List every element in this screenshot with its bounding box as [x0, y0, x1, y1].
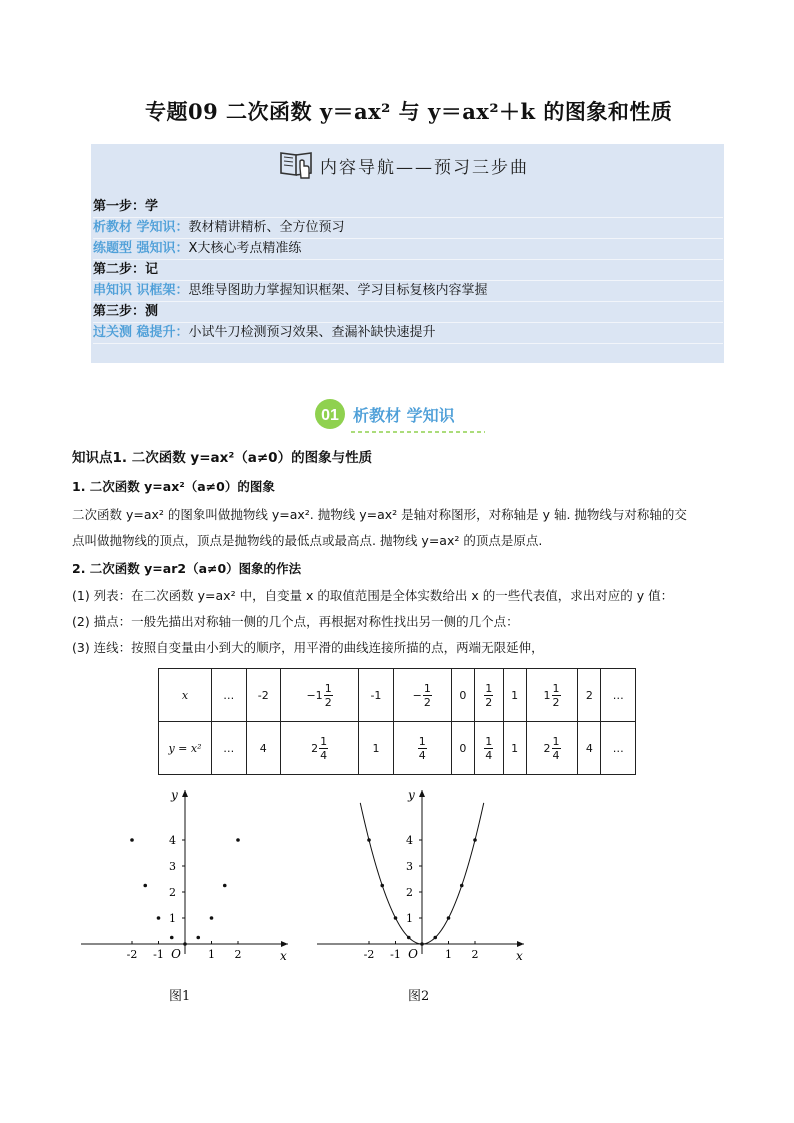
table-cell: … [212, 669, 247, 722]
y-axis-arrow [419, 790, 425, 797]
y-axis-label: y [171, 788, 178, 802]
table-cell: 1 [359, 722, 393, 775]
section-number: 01 [321, 407, 339, 424]
y-tick-label: 4 [169, 834, 176, 847]
x-tick-label: 1 [445, 948, 452, 961]
method-step-list: (1) 列表：在二次函数 y=ax² 中，自变量 x 的取值范围是全体实数给出 x 的一些代表值，求出对应的 y 值： [72, 588, 674, 603]
method-step-connect: (3) 连线：按照自变量由小到大的顺序，用平滑的曲线连接所描的点，两端无限延伸， [72, 640, 544, 655]
table-cell: 2 [578, 669, 601, 722]
y-axis-label: y [408, 788, 415, 802]
section-title: 析教材 学知识 [353, 406, 455, 425]
origin-label: O [408, 947, 418, 961]
data-point [130, 838, 134, 842]
table-row-y [159, 722, 636, 775]
navigation-title: 内容导航——预习三步曲 [320, 157, 529, 178]
nav-row-step2: 第二步：记 [93, 260, 723, 281]
x-tick-label: 2 [234, 948, 242, 961]
nav-row-step3: 第三步：测 [93, 302, 723, 323]
table-cell: 4 [578, 722, 601, 775]
x-tick-label: -2 [363, 948, 375, 961]
data-point [380, 884, 384, 888]
x-axis-arrow [281, 941, 288, 947]
nav-row-label: 串知识 识框架： [93, 283, 189, 298]
nav-row-text: 教材精讲精析、全方位预习 [188, 220, 345, 235]
table-cell: 2 $\frac{1}{4}$ [526, 722, 578, 775]
table-cell: 1 [503, 669, 526, 722]
subheading-method: 2. 二次函数 y=ar2（a≠0）图象的作法 [72, 561, 302, 576]
y-tick-label: 3 [406, 860, 413, 873]
data-point [223, 884, 227, 888]
nav-row-learn [93, 218, 723, 239]
data-point [447, 916, 451, 920]
data-point [210, 916, 214, 920]
data-point [236, 838, 240, 842]
x-tick-label: -1 [390, 948, 401, 961]
x-tick-label: -1 [153, 948, 164, 961]
data-point [157, 916, 161, 920]
table-cell: −1 $\frac{1}{2}$ [280, 669, 358, 722]
data-point [460, 884, 464, 888]
nav-row-text: 小试牛刀检测预习效果、查漏补缺快速提升 [188, 325, 436, 340]
table-cell: 1 $\frac{1}{2}$ [526, 669, 578, 722]
nav-row-test [93, 323, 723, 344]
data-point [196, 936, 200, 940]
page-title: 专题09 二次函数 y＝ax² 与 y＝ax²＋k 的图象和性质 [145, 99, 673, 124]
figure-1-scatter-chart [76, 782, 296, 962]
data-point [473, 838, 477, 842]
y-axis-arrow [182, 790, 188, 797]
nav-row-step1: 第一步：学 [93, 197, 723, 218]
data-point [394, 916, 398, 920]
table-cell: − $\frac{1}{2}$ [393, 669, 451, 722]
nav-row-label: 练题型 强知识： [93, 241, 189, 256]
nav-row-label: 过关测 稳提升： [93, 325, 189, 340]
nav-row-practice [93, 239, 723, 260]
origin-label: O [171, 947, 181, 961]
table-cell: 0 [451, 722, 474, 775]
nav-row-text: 思维导图助力掌握知识框架、学习目标复核内容掌握 [188, 283, 488, 298]
y-tick-label: 4 [406, 834, 413, 847]
navigation-header [278, 148, 538, 182]
table-cell: … [601, 669, 636, 722]
x-axis-arrow [517, 941, 524, 947]
table-cell: $\frac{1}{4}$ [393, 722, 451, 775]
table-cell: 2 $\frac{1}{4}$ [280, 722, 358, 775]
x-axis-label: x [516, 949, 523, 962]
table-cell: 0 [451, 669, 474, 722]
data-point [170, 936, 174, 940]
table-cell: 1 [503, 722, 526, 775]
x-tick-label: 1 [208, 948, 215, 961]
subheading-graph: 1. 二次函数 y=ax²（a≠0）的图象 [72, 479, 275, 494]
section-badge [313, 398, 488, 438]
y-tick-label: 2 [406, 886, 413, 899]
data-point [367, 838, 371, 842]
paragraph-line: 二次函数 y=ax² 的图象叫做抛物线 y=ax². 抛物线 y=ax² 是轴对称图形，对称轴是 y 轴. 抛物线与对称轴的交 [72, 507, 687, 522]
x-axis-label: x [280, 949, 287, 962]
paragraph-line: 点叫做抛物线的顶点，顶点是抛物线的最低点或最高点. 抛物线 y=ax² 的顶点是原点. [72, 533, 543, 548]
nav-row-framework [93, 281, 723, 302]
nav-row-text: X大核心考点精准练 [188, 241, 302, 256]
data-point [420, 942, 424, 946]
table-cell: … [601, 722, 636, 775]
knowledge-point-heading: 知识点1. 二次函数 y=ax²（a≠0）的图象与性质 [72, 450, 373, 466]
table-cell: 4 [246, 722, 280, 775]
table-header-y: y = x² [159, 722, 212, 775]
data-point [407, 936, 411, 940]
data-point [143, 884, 147, 888]
table-header-x: x [159, 669, 212, 722]
y-tick-label: 2 [169, 886, 176, 899]
table-cell: -2 [246, 669, 280, 722]
y-tick-label: 1 [169, 912, 176, 925]
figure-1-caption: 图1 [169, 989, 191, 1004]
data-point [433, 936, 437, 940]
figure-2-parabola-chart [312, 782, 532, 962]
table-cell: $\frac{1}{2}$ [474, 669, 503, 722]
value-table [158, 668, 636, 775]
book-hand-icon [278, 148, 318, 182]
figure-2-caption: 图2 [408, 989, 430, 1004]
table-cell: … [212, 722, 247, 775]
table-cell: $\frac{1}{4}$ [474, 722, 503, 775]
table-cell: -1 [359, 669, 393, 722]
nav-row-label: 析教材 学知识： [93, 220, 189, 235]
data-point [183, 942, 187, 946]
method-step-plot: (2) 描点：一般先描出对称轴一侧的几个点，再根据对称性找出另一侧的几个点： [72, 614, 519, 629]
y-tick-label: 1 [406, 912, 413, 925]
x-tick-label: -2 [126, 948, 138, 961]
x-tick-label: 2 [471, 948, 479, 961]
y-tick-label: 3 [169, 860, 176, 873]
table-row-x [159, 669, 636, 722]
